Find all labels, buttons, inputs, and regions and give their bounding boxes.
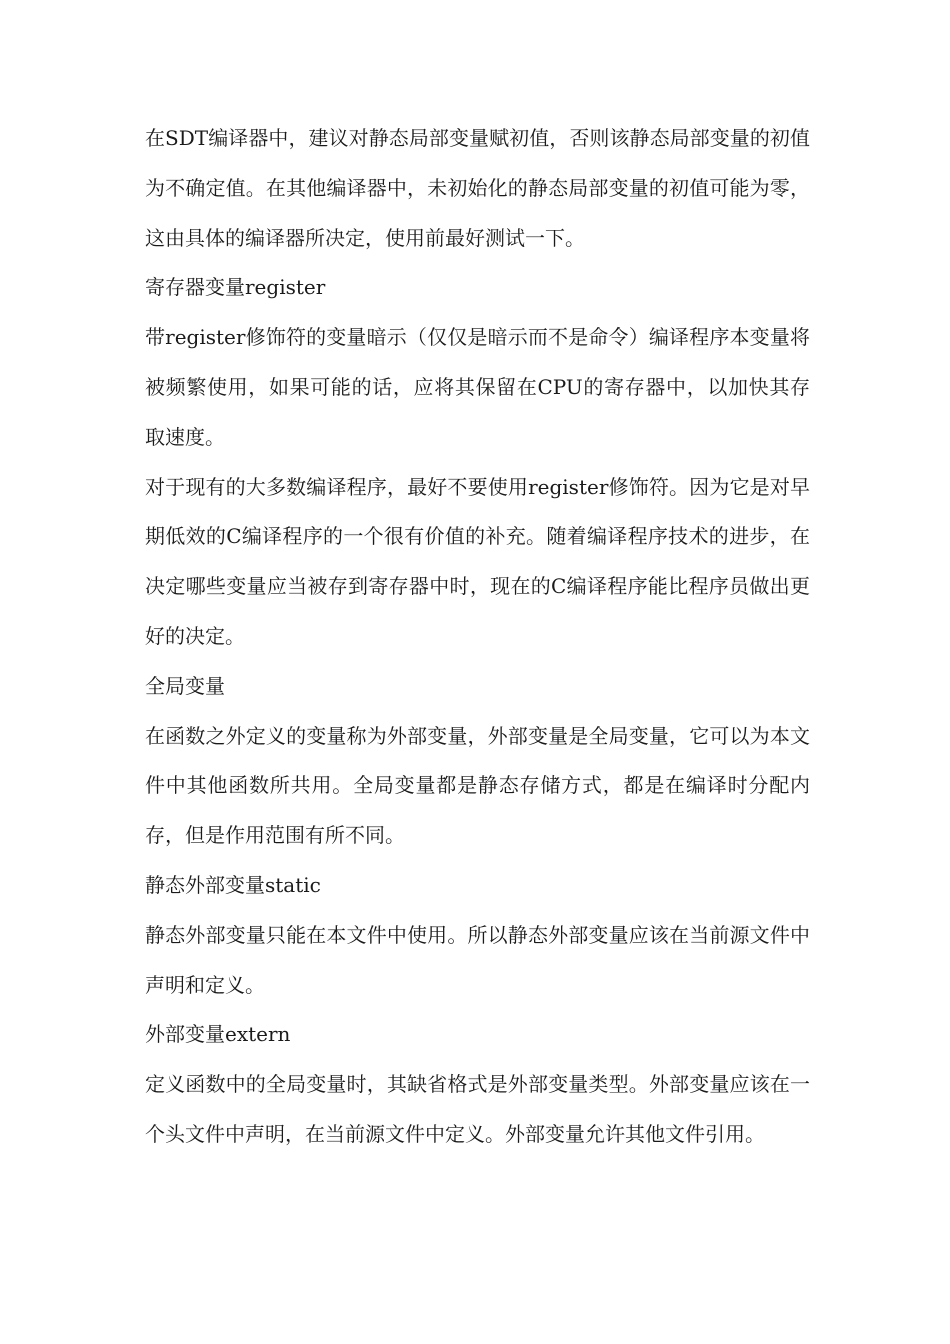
paragraph-global-definition: 在函数之外定义的变量称为外部变量，外部变量是全局变量，它可以为本文件中其他函数所共用。全局变量都是静态存储方式，都是在编译时分配内存，但是作用范围有所不同。 xyxy=(145,723,810,848)
heading-extern: 外部变量extern xyxy=(145,1022,291,1047)
paragraph-register-hint: 带register修饰符的变量暗示（仅仅是暗示而不是命令）编译程序本变量将被频繁使用，如果可能的话，应将其保留在CPU的寄存器中，以加快其存取速度。 xyxy=(145,325,810,449)
heading-global-variable: 全局变量 xyxy=(145,673,225,698)
heading-static-external: 静态外部变量static xyxy=(145,872,321,897)
paragraph-static-local-init: 在SDT编译器中，建议对静态局部变量赋初值，否则该静态局部变量的初值为不确定值。在其他编译器中，未初始化的静态局部变量的初值可能为零，这由具体的编译器所决定，使用前最好测试一下。 xyxy=(145,126,810,250)
heading-register-variable: 寄存器变量register xyxy=(145,275,326,300)
document-body xyxy=(145,114,810,1160)
paragraph-extern: 定义函数中的全局变量时，其缺省格式是外部变量类型。外部变量应该在一个头文件中声明，在当前源文件中定义。外部变量允许其他文件引用。 xyxy=(145,1072,810,1146)
paragraph-register-advice: 对于现有的大多数编译程序，最好不要使用register修饰符。因为它是对早期低效的C编译程序的一个很有价值的补充。随着编译程序技术的进步，在决定哪些变量应当被存到寄存器中时，现在的C编译程序能比程序员做出更好的决定。 xyxy=(145,474,810,648)
paragraph-static-external: 静态外部变量只能在本文件中使用。所以静态外部变量应该在当前源文件中声明和定义。 xyxy=(145,922,810,997)
